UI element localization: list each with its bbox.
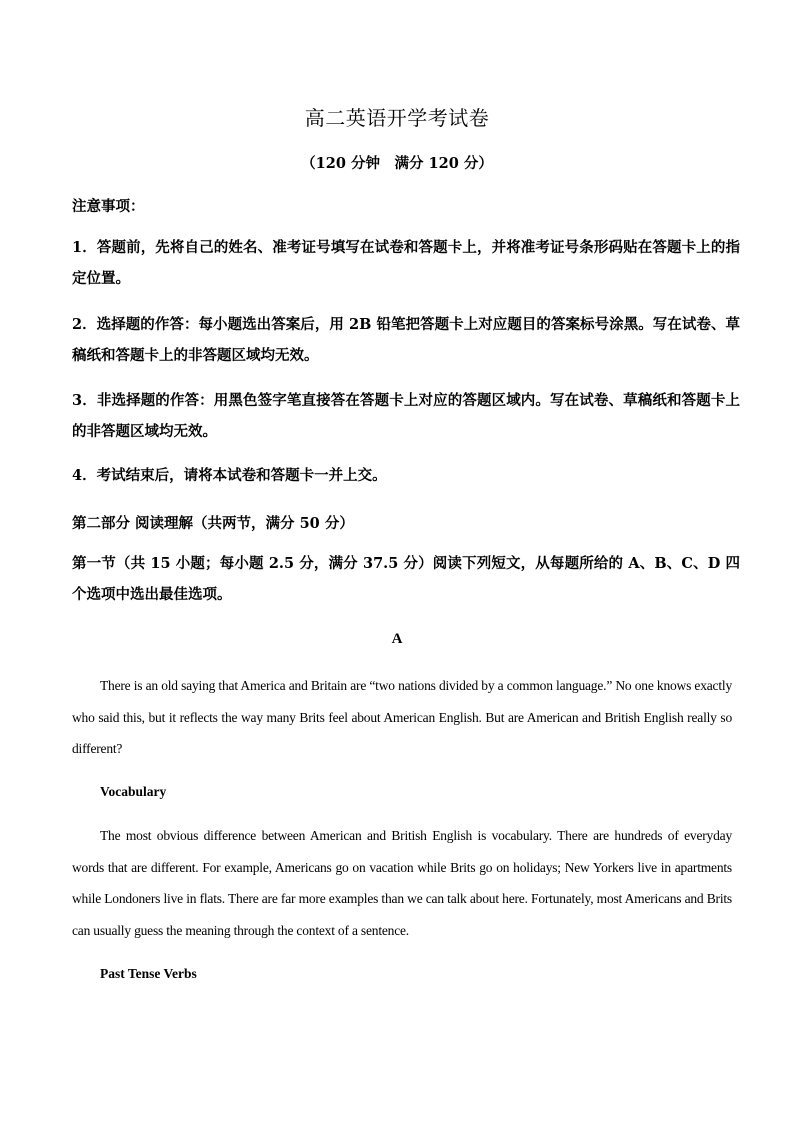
notice-item-1: 1．答题前，先将自己的姓名、准考证号填写在试卷和答题卡上，并将准考证号条形码贴在答题卡上的指定位置。 — [72, 239, 740, 287]
vocabulary-heading: Vocabulary — [100, 784, 167, 799]
past-tense-heading: Past Tense Verbs — [100, 966, 197, 981]
notice-item-2: 2．选择题的作答：每小题选出答案后，用 2B 铅笔把答题卡上对应题目的答案标号涂黑。写在试卷、草稿纸和答题卡上的非答题区域均无效。 — [72, 316, 740, 364]
exam-subtitle: （120 分钟 满分 120 分） — [301, 155, 493, 172]
part-title: 第二部分 阅读理解（共两节，满分 50 分） — [72, 515, 354, 532]
notice-item-3: 3．非选择题的作答：用黑色签字笔直接答在答题卡上对应的答题区域内。写在试卷、草稿纸和答题卡上的非答题区域均无效。 — [72, 392, 740, 440]
notice-item-4: 4．考试结束后，请将本试卷和答题卡一并上交。 — [72, 467, 387, 484]
section-instruction: 第一节（共 15 小题；每小题 2.5 分，满分 37.5 分）阅读下列短文，从每题所给的 A、B、C、D 四个选项中选出最佳选项。 — [72, 555, 740, 603]
notice-heading: 注意事项： — [72, 198, 145, 215]
exam-title: 高二英语开学考试卷 — [304, 106, 490, 130]
passage-letter: A — [391, 631, 403, 647]
passage-intro-paragraph: There is an old saying that America and Britain are “two nations divided by a common language.” No one knows exactly who said this, but it reflects the way many Brits feel about American English. But are American and British English really so different? — [72, 678, 732, 756]
vocabulary-paragraph: The most obvious difference between American and British English is vocabulary. There are hundreds of everyday words that are different. For example, Americans go on vacation while Brits go on holidays; New Yorkers live in apartments while Londoners live in flats. There are far more examples than we can talk about here. Fortunately, most Americans and Brits can usually guess the meaning through the context of a sentence. — [72, 828, 732, 938]
